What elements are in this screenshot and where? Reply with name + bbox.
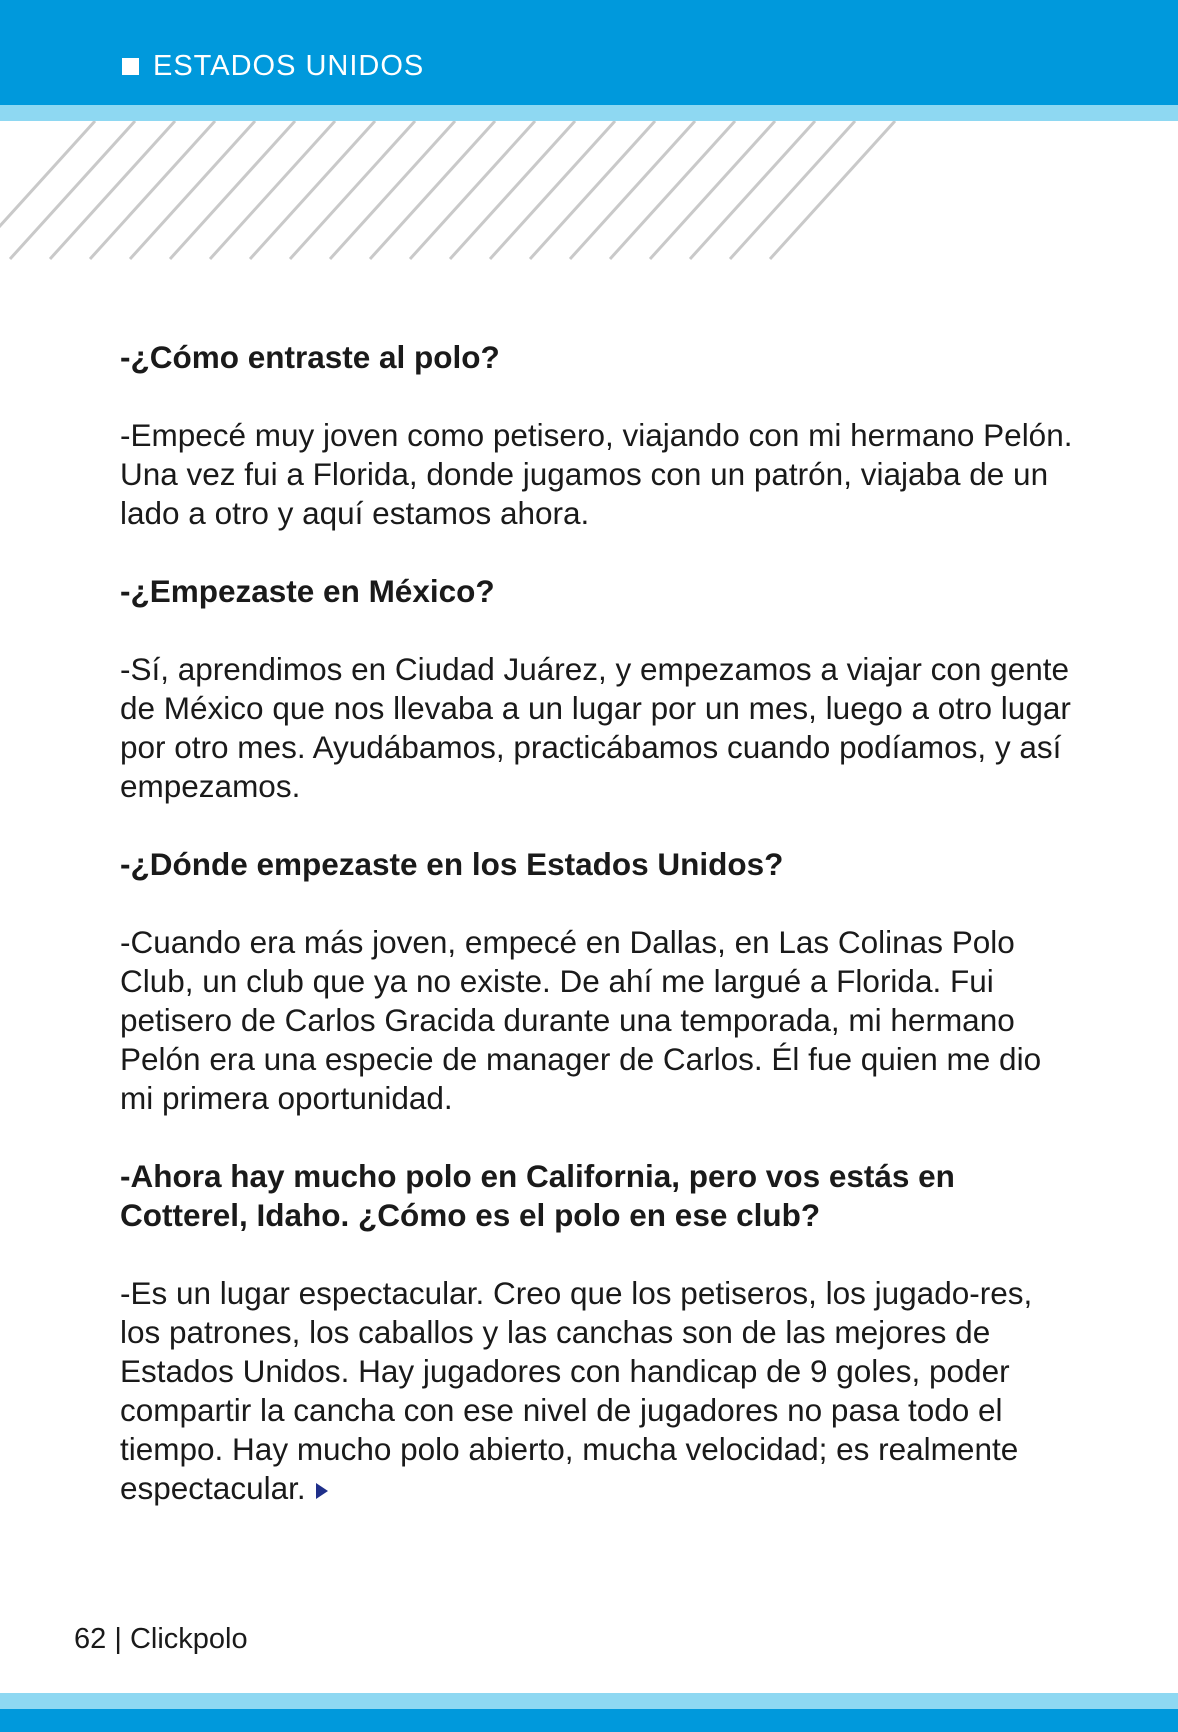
question-3: -¿Dónde empezaste en los Estados Unidos? bbox=[120, 846, 784, 882]
hatch-line bbox=[0, 121, 95, 259]
question-4: -Ahora hay mucho polo en California, pero vos estás en Cotterel, Idaho. ¿Cómo es el polo en ese club? bbox=[120, 1158, 955, 1233]
hatch-line bbox=[610, 121, 735, 259]
hatch-line bbox=[170, 121, 295, 259]
hatch-line bbox=[410, 121, 535, 259]
section-title: ESTADOS UNIDOS bbox=[153, 50, 425, 82]
answer-4 bbox=[120, 1274, 1080, 1508]
hatch-line bbox=[290, 121, 415, 259]
hatch-line bbox=[450, 121, 575, 259]
hatch-line bbox=[770, 121, 895, 259]
hatch-line bbox=[490, 121, 615, 259]
hatch-line bbox=[370, 121, 495, 259]
answer-4-text: -Es un lugar espectacular. Creo que los petiseros, los jugado-res, los patrones, los caballos y las canchas son de las mejores de Estados Unidos. Hay jugadores con handicap de 9 goles, poder compartir la cancha con ese nivel de jugadores no pasa todo el tiempo. Hay mucho polo abierto, mucha velocidad; es realmente espectacular. bbox=[120, 1275, 1033, 1506]
diagonal-hatch-decoration bbox=[0, 121, 1178, 261]
square-bullet-icon bbox=[122, 58, 139, 75]
answer-2: -Sí, aprendimos en Ciudad Juárez, y empezamos a viajar con gente de México que nos llevaba a un lugar por un mes, luego a otro lugar por otro mes. Ayudábamos, practicábamos cuando podíamos, y así empezamos. bbox=[120, 651, 1071, 804]
hatch-line bbox=[50, 121, 175, 259]
end-triangle-icon bbox=[316, 1483, 328, 1499]
hatch-line bbox=[90, 121, 215, 259]
hatch-line bbox=[10, 121, 135, 259]
hatch-line bbox=[130, 121, 255, 259]
hatch-line bbox=[730, 121, 855, 259]
question-2: -¿Empezaste en México? bbox=[120, 573, 495, 609]
page-footer bbox=[74, 1623, 248, 1656]
footer-stripe bbox=[0, 1693, 1178, 1709]
header-stripe bbox=[0, 105, 1178, 121]
hatch-line bbox=[570, 121, 695, 259]
hatch-line bbox=[250, 121, 375, 259]
answer-3: -Cuando era más joven, empecé en Dallas, en Las Colinas Polo Club, un club que ya no existe. De ahí me largué a Florida. Fui petisero de Carlos Gracida durante una temporada, mi hermano Pelón era una especie de manager de Carlos. Él fue quien me dio mi primera oportunidad. bbox=[120, 924, 1042, 1116]
hatch-line bbox=[330, 121, 455, 259]
publication-name: Clickpolo bbox=[129, 1623, 248, 1655]
hatch-line bbox=[650, 121, 775, 259]
interview-body bbox=[120, 338, 1080, 1547]
page-number: 62 bbox=[74, 1623, 107, 1655]
question-1: -¿Cómo entraste al polo? bbox=[120, 339, 500, 375]
footer-separator: | bbox=[114, 1623, 122, 1655]
section-label bbox=[122, 50, 424, 83]
hatch-line bbox=[530, 121, 655, 259]
footer-bar bbox=[0, 1709, 1178, 1732]
hatch-line bbox=[210, 121, 335, 259]
answer-1: -Empecé muy joven como petisero, viajando con mi hermano Pelón. Una vez fui a Florida, donde jugamos con un patrón, viajaba de un lado a otro y aquí estamos ahora. bbox=[120, 417, 1073, 531]
hatch-line bbox=[690, 121, 815, 259]
